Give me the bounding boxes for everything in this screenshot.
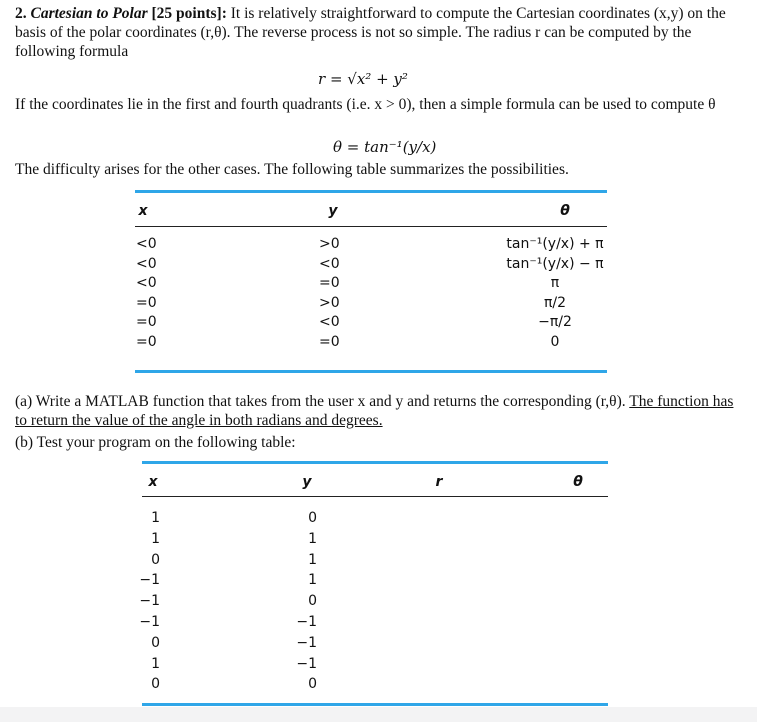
table2-header-x: x <box>148 474 158 490</box>
quadrant-text: If the coordinates lie in the first and fourth quadrants (i.e. x > 0), then a simple formula can be used to compute θ <box>15 96 716 113</box>
table2-cell-y: 1 <box>308 552 317 568</box>
table2-top-rule <box>142 461 608 464</box>
table2-cell-y: −1 <box>296 635 317 651</box>
part-a-text: (a) Write a MATLAB function that takes from the user x and y and returns the corresponding (r,θ). <box>15 393 626 410</box>
difficulty-text: The difficulty arises for the other cases. The following table summarizes the possibilities. <box>15 161 569 178</box>
table1-cell-theta: π/2 <box>543 295 567 311</box>
table1-cell-y: =0 <box>319 334 340 350</box>
part-a-underlined: The function has to return the value of the angle in both radians and degrees. <box>15 393 734 429</box>
table2-cell-x: −1 <box>139 614 160 630</box>
table1-top-rule <box>135 190 607 193</box>
table1-header-x: x <box>138 203 148 219</box>
table1-header-rule <box>135 226 607 227</box>
table2-cell-x: 1 <box>151 510 160 526</box>
formula-theta: θ = tan⁻¹(y/x) <box>333 138 437 156</box>
table2-header-rule <box>142 496 608 497</box>
table2-cell-y: 0 <box>308 593 317 609</box>
table1-cell-y: >0 <box>319 295 340 311</box>
table1-cell-y: =0 <box>319 275 340 291</box>
table2-cell-x: 0 <box>151 676 160 692</box>
table1-cell-theta: −π/2 <box>538 314 572 330</box>
table2-header-r: r <box>435 474 443 490</box>
table1-cell-y: <0 <box>319 314 340 330</box>
table1-cell-x: <0 <box>136 275 157 291</box>
problem-points: [25 points]: <box>151 5 227 22</box>
table2-header-theta: θ <box>573 474 583 490</box>
table1-cell-x: =0 <box>136 314 157 330</box>
table2-cell-x: −1 <box>139 572 160 588</box>
table1-cell-y: >0 <box>319 236 340 252</box>
table1-cell-x: <0 <box>136 256 157 272</box>
table1-header-y: y <box>328 203 338 219</box>
table2-cell-y: 0 <box>308 676 317 692</box>
table2-cell-y: −1 <box>296 614 317 630</box>
table1-header-theta: θ <box>560 203 570 219</box>
table1-cell-x: =0 <box>136 334 157 350</box>
formula-r: r = √x² + y² <box>318 70 408 88</box>
part-b: (b) Test your program on the following table: <box>15 434 296 451</box>
table1-cell-theta: π <box>550 275 560 291</box>
table2-cell-x: 1 <box>151 531 160 547</box>
table2-cell-y: −1 <box>296 656 317 672</box>
table2-cell-x: 0 <box>151 635 160 651</box>
problem-intro <box>15 4 740 61</box>
problem-number: 2. <box>15 5 27 22</box>
table2-cell-y: 0 <box>308 510 317 526</box>
table1-cell-y: <0 <box>319 256 340 272</box>
table2-cell-x: 0 <box>151 552 160 568</box>
part-a <box>15 392 740 430</box>
table2-cell-y: 1 <box>308 531 317 547</box>
table2-header-y: y <box>302 474 312 490</box>
page-bottom-strip <box>0 707 757 722</box>
table2-bottom-rule <box>142 703 608 706</box>
table1-cell-x: =0 <box>136 295 157 311</box>
problem-title: Cartesian to Polar <box>30 5 148 22</box>
table2-cell-y: 1 <box>308 572 317 588</box>
table1-bottom-rule <box>135 370 607 373</box>
table2-cell-x: −1 <box>139 593 160 609</box>
table1-cell-theta: tan⁻¹(y/x) + π <box>506 236 604 252</box>
table1-cell-x: <0 <box>136 236 157 252</box>
table2-cell-x: 1 <box>151 656 160 672</box>
intro-text: It is relatively straightforward to compute the Cartesian coordinates (x,y) on the basis of the polar coordinates (r,θ). The reverse process is not so simple. The radius r can be computed by the following formula <box>15 5 726 60</box>
table1-cell-theta: tan⁻¹(y/x) − π <box>506 256 604 272</box>
table1-cell-theta: 0 <box>550 334 560 350</box>
